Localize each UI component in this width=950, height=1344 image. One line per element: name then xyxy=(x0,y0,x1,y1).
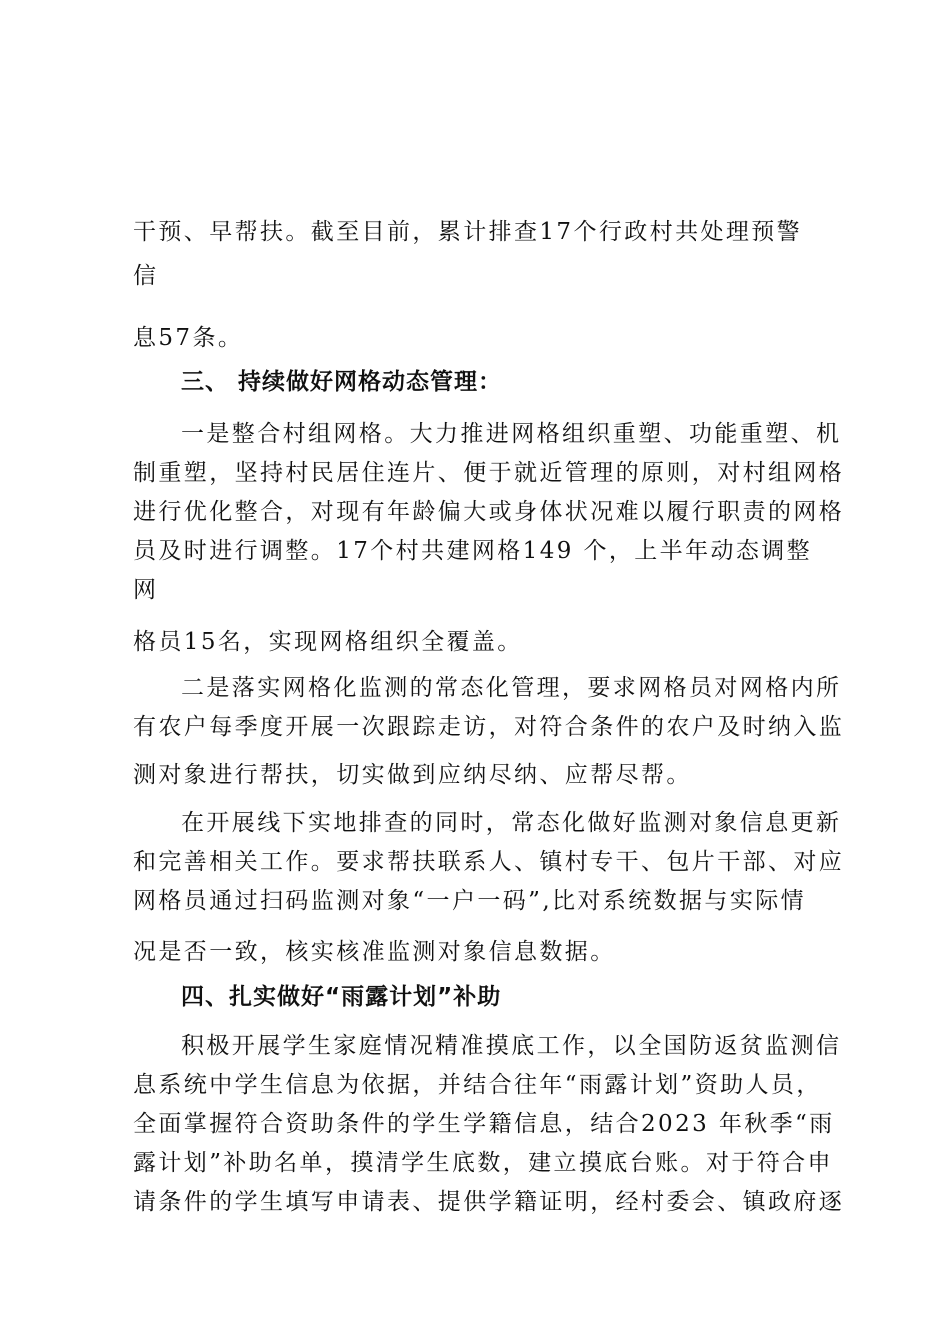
paragraph-line: 露计划”补助名单，摸清学生底数，建立摸底台账。对于符合申 xyxy=(133,1150,833,1176)
section-heading-3: 三、 持续做好网格动态管理： xyxy=(181,369,503,395)
paragraph-line: 制重塑，坚持村民居住连片、便于就近管理的原则，对村组网格 xyxy=(133,460,845,486)
paragraph-line: 格员15名，实现网格组织全覆盖。 xyxy=(133,629,523,655)
paragraph-line: 息57条。 xyxy=(133,325,244,351)
paragraph-line: 干预、早帮扶。截至目前，累计排查17个行政村共处理预警 xyxy=(133,219,803,245)
paragraph-line: 测对象进行帮扶，切实做到应纳尽纳、应帮尽帮。 xyxy=(133,762,692,788)
paragraph-line: 全面掌握符合资助条件的学生学籍信息，结合2023 年秋季“雨 xyxy=(133,1111,835,1137)
paragraph-line: 有农户每季度开展一次跟踪走访，对符合条件的农户及时纳入监 xyxy=(133,714,845,740)
paragraph-line: 息系统中学生信息为依据，并结合往年“雨露计划”资助人员， xyxy=(133,1072,822,1098)
paragraph-line: 进行优化整合，对现有年龄偏大或身体状况难以履行职责的网格 xyxy=(133,499,845,525)
paragraph-line-wrap: 网 xyxy=(133,577,159,603)
paragraph-line: 员及时进行调整。17个村共建网格149 个，上半年动态调整 xyxy=(133,538,813,564)
paragraph-line: 一是整合村组网格。大力推进网格组织重塑、功能重塑、机 xyxy=(181,421,842,447)
section-heading-4: 四、扎实做好“雨露计划”补助 xyxy=(181,984,502,1010)
paragraph-line: 在开展线下实地排查的同时，常态化做好监测对象信息更新 xyxy=(181,810,842,836)
paragraph-line: 请条件的学生填写申请表、提供学籍证明，经村委会、镇政府逐 xyxy=(133,1189,845,1215)
paragraph-line: 二是落实网格化监测的常态化管理，要求网格员对网格内所 xyxy=(181,675,842,701)
paragraph-line-wrap: 信 xyxy=(133,263,159,289)
paragraph-line: 和完善相关工作。要求帮扶联系人、镇村专干、包片干部、对应 xyxy=(133,849,845,875)
paragraph-line: 况是否一致，核实核准监测对象信息数据。 xyxy=(133,939,616,965)
paragraph-line: 积极开展学生家庭情况精准摸底工作，以全国防返贫监测信 xyxy=(181,1033,842,1059)
paragraph-line: 网格员通过扫码监测对象“一户一码”,比对系统数据与实际情 xyxy=(133,888,807,914)
